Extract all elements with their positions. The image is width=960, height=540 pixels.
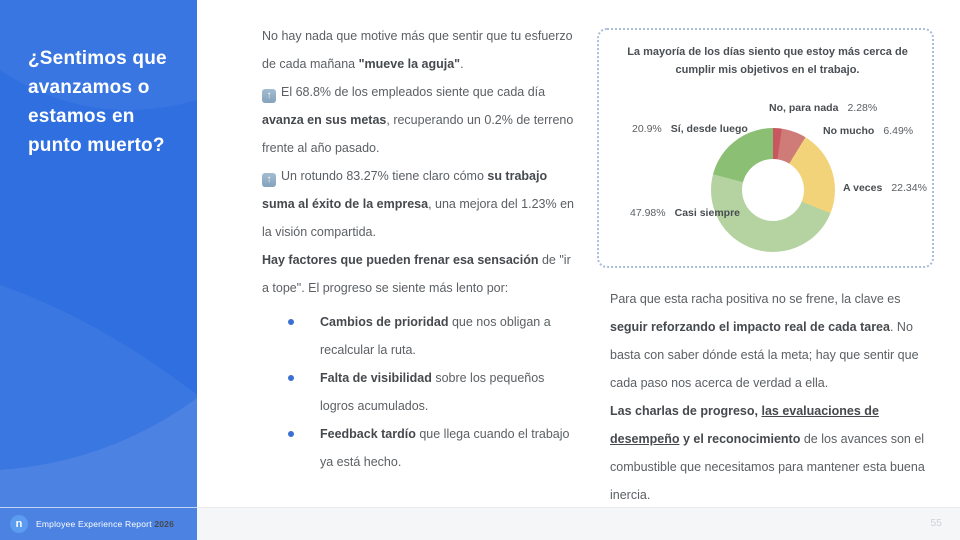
page-title-line: estamos en bbox=[28, 106, 135, 127]
paragraph-stat-daily-progress bbox=[262, 78, 580, 162]
donut-chart-wrap bbox=[711, 128, 835, 252]
list-item-text: Cambios de prioridad que nos obligan a recalcular la ruta. bbox=[320, 315, 551, 357]
chart-label-no-mucho: No mucho 6.49% bbox=[823, 125, 914, 137]
slide-footer-strip bbox=[197, 507, 960, 540]
bullet-icon bbox=[288, 375, 294, 381]
page-title-line: punto muerto? bbox=[28, 135, 165, 156]
chart-label-casi-siempre: 47.98% Casi siempre bbox=[630, 207, 740, 219]
chart-title: La mayoría de los días siento que estoy más cerca de cumplir mis objetivos en el trabajo. bbox=[627, 46, 908, 76]
report-name-label bbox=[36, 519, 174, 529]
page-title-line: ¿Sentimos que bbox=[28, 48, 167, 69]
bullet-icon bbox=[288, 319, 294, 325]
performance-reviews-link[interactable]: las evaluaciones de desempeño bbox=[610, 404, 879, 446]
right-text-column bbox=[610, 285, 935, 509]
paragraph-motivation: No hay nada que motive más que sentir que tu esfuerzo de cada mañana "mueve la aguja". bbox=[262, 29, 573, 71]
stat-company-success-text: Un rotundo 83.27% tiene claro cómo su trabajo suma al éxito de la empresa, una mejora del 1.23% en la visión compartida. bbox=[262, 169, 574, 239]
page-title bbox=[28, 44, 178, 160]
chart-label-si-desde-luego: 20.9% Sí, desde luego bbox=[632, 123, 748, 135]
report-year-text: 2026 bbox=[154, 519, 175, 529]
sidebar-footer bbox=[0, 507, 197, 540]
list-item-text: Feedback tardío que llega cuando el trabajo ya está hecho. bbox=[320, 427, 570, 469]
donut-hole bbox=[742, 159, 804, 221]
report-name-text: Employee Experience Report bbox=[36, 519, 152, 529]
brand-logo: n bbox=[10, 515, 28, 533]
list-item-priority-changes bbox=[262, 308, 580, 364]
stat-daily-progress-text: El 68.8% de los empleados siente que cada día avanza en sus metas, recuperando un 0.2% de terreno frente al año pasado. bbox=[262, 85, 574, 155]
friction-factors-list bbox=[262, 308, 580, 476]
paragraph-stat-company-success bbox=[262, 162, 580, 246]
paragraph-keep-momentum: Para que esta racha positiva no se frene, la clave es seguir reforzando el impacto real de cada tarea. No basta con saber dónde está la meta; hay que sentir que cada paso nos acerca de verdad a ella. bbox=[610, 292, 919, 390]
up-arrow-icon: ↑ bbox=[262, 173, 276, 187]
page-number: 55 bbox=[930, 517, 942, 529]
chart-label-no-para-nada: No, para nada 2.28% bbox=[769, 102, 878, 114]
list-item-text: Falta de visibilidad sobre los pequeños logros acumulados. bbox=[320, 371, 545, 413]
list-item-late-feedback bbox=[262, 420, 580, 476]
page-title-line: avanzamos o bbox=[28, 77, 150, 98]
paragraph-friction-intro: Hay factores que pueden frenar esa sensación de "ir a tope". El progreso se siente más lento por: bbox=[262, 253, 571, 295]
list-item-visibility bbox=[262, 364, 580, 420]
paragraph-progress-talks: Las charlas de progreso, las evaluaciones de desempeño y el reconocimiento de los avances son el combustible que necesitamos para mantener esta buena inercia. bbox=[610, 404, 925, 502]
middle-text-column bbox=[262, 22, 580, 476]
bullet-icon bbox=[288, 431, 294, 437]
survey-chart-card bbox=[597, 28, 934, 268]
up-arrow-icon: ↑ bbox=[262, 89, 276, 103]
sidebar bbox=[0, 0, 197, 540]
chart-label-a-veces: A veces 22.34% bbox=[843, 182, 927, 194]
